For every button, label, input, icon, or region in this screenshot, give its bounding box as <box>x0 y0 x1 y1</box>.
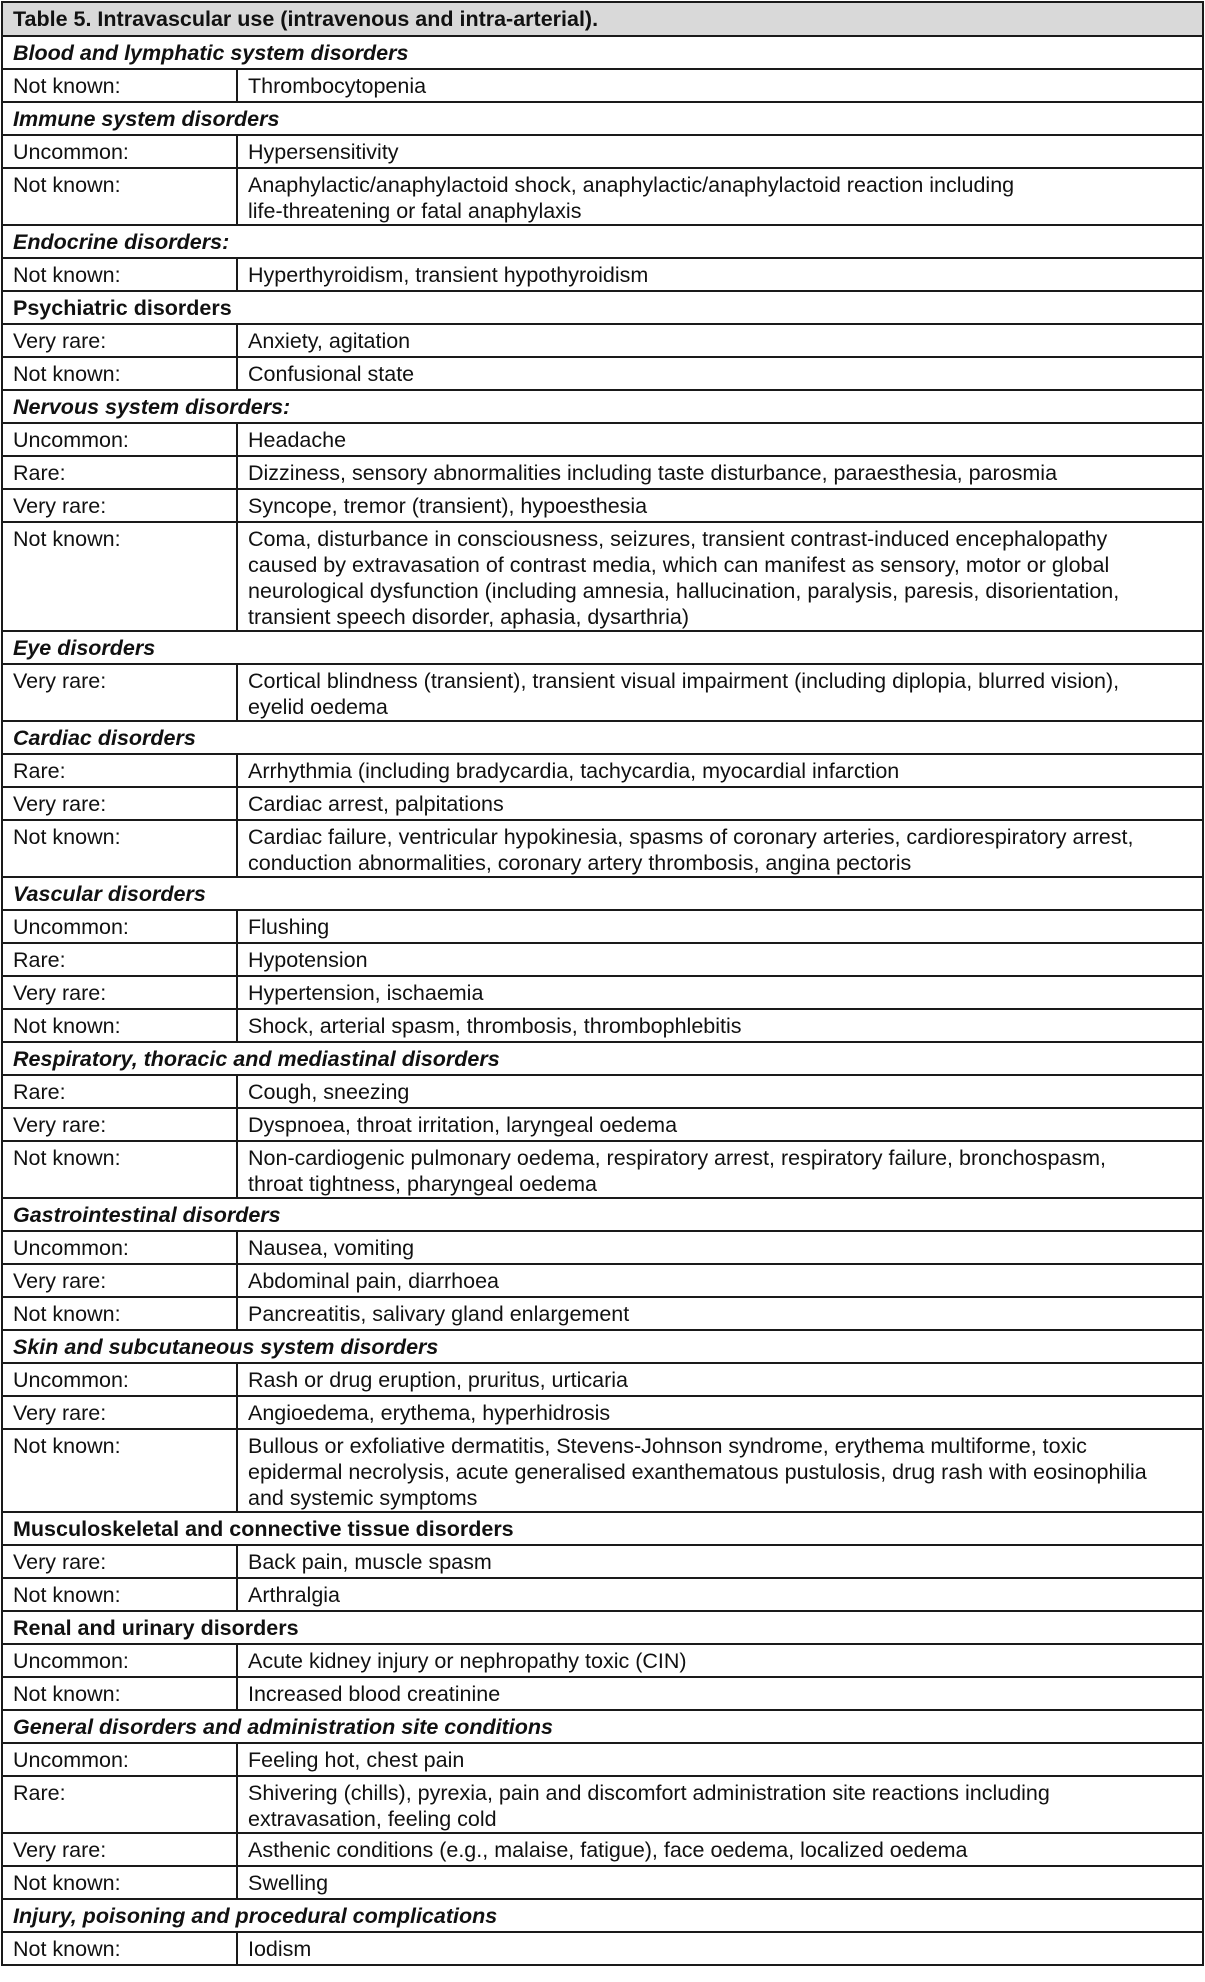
effect-cell <box>237 1578 1203 1611</box>
table-row <box>2 1108 1203 1141</box>
effect-line: Swelling <box>248 1871 329 1895</box>
effect-cell <box>237 357 1203 390</box>
frequency-cell: Not known: <box>2 1866 237 1899</box>
frequency-cell: Not known: <box>2 69 237 102</box>
effect-line: Hypotension <box>248 948 368 972</box>
section-header-row <box>2 390 1203 423</box>
frequency-cell: Rare: <box>2 1776 237 1833</box>
table-row <box>2 943 1203 976</box>
effect-line: Anxiety, agitation <box>248 329 411 353</box>
section-header-row <box>2 721 1203 754</box>
section-title-nervous-system-disorders: Nervous system disorders: <box>2 390 1203 423</box>
effect-cell <box>237 1108 1203 1141</box>
frequency-cell: Rare: <box>2 754 237 787</box>
effect-cell <box>237 1141 1203 1198</box>
effect-cell <box>237 1075 1203 1108</box>
effect-cell <box>237 1644 1203 1677</box>
frequency-cell: Not known: <box>2 522 237 631</box>
effect-line: Feeling hot, chest pain <box>248 1748 465 1772</box>
effect-line: Cardiac failure, ventricular hypokinesia, spasms of coronary arteries, cardiorespiratory arrest, <box>248 825 1134 849</box>
effect-cell <box>237 1009 1203 1042</box>
effect-line: epidermal necrolysis, acute generalised exanthematous pustulosis, drug rash with eosinophilia <box>248 1460 1147 1484</box>
table-caption: Table 5. Intravascular use (intravenous and intra-arterial). <box>2 2 1203 36</box>
table-row <box>2 135 1203 168</box>
effect-cell <box>237 1932 1203 1965</box>
table-row <box>2 1776 1203 1833</box>
table-row <box>2 1231 1203 1264</box>
section-title-blood-and-lymphatic-system-disorders: Blood and lymphatic system disorders <box>2 36 1203 69</box>
effect-cell <box>237 1363 1203 1396</box>
frequency-cell: Not known: <box>2 1578 237 1611</box>
effect-line: Cortical blindness (transient), transient visual impairment (including diplopia, blurred vision), <box>248 669 1120 693</box>
effect-cell <box>237 943 1203 976</box>
table-caption-row <box>2 2 1203 36</box>
table-row <box>2 357 1203 390</box>
table-row <box>2 910 1203 943</box>
section-title-vascular-disorders: Vascular disorders <box>2 877 1203 910</box>
frequency-cell: Rare: <box>2 456 237 489</box>
effect-cell <box>237 664 1203 721</box>
table-row <box>2 1743 1203 1776</box>
section-title-skin-and-subcutaneous-system-disorders: Skin and subcutaneous system disorders <box>2 1330 1203 1363</box>
effect-cell <box>237 324 1203 357</box>
table-row <box>2 1297 1203 1330</box>
section-header-row <box>2 1198 1203 1231</box>
effect-line: Dyspnoea, throat irritation, laryngeal oedema <box>248 1113 678 1137</box>
effect-cell <box>237 1776 1203 1833</box>
effect-line: Hyperthyroidism, transient hypothyroidism <box>248 263 649 287</box>
effect-line: caused by extravasation of contrast media, which can manifest as sensory, motor or global <box>248 553 1110 577</box>
table-row <box>2 522 1203 631</box>
frequency-cell: Not known: <box>2 1009 237 1042</box>
frequency-cell: Uncommon: <box>2 1644 237 1677</box>
frequency-cell: Not known: <box>2 820 237 877</box>
table-row <box>2 168 1203 225</box>
effect-cell <box>237 456 1203 489</box>
section-title-gastrointestinal-disorders: Gastrointestinal disorders <box>2 1198 1203 1231</box>
frequency-cell: Uncommon: <box>2 1363 237 1396</box>
frequency-cell: Rare: <box>2 1075 237 1108</box>
table-row <box>2 324 1203 357</box>
table-row <box>2 1833 1203 1866</box>
effect-cell <box>237 168 1203 225</box>
section-header-row <box>2 1710 1203 1743</box>
table-row <box>2 1141 1203 1198</box>
effect-cell <box>237 1866 1203 1899</box>
section-title-renal-and-urinary-disorders: Renal and urinary disorders <box>2 1611 1203 1644</box>
frequency-cell: Very rare: <box>2 324 237 357</box>
effect-line: Headache <box>248 428 347 452</box>
table-row <box>2 1396 1203 1429</box>
section-title-musculoskeletal-and-connective-tissue-disorders: Musculoskeletal and connective tissue disorders <box>2 1512 1203 1545</box>
table-row <box>2 1866 1203 1899</box>
adverse-reactions-table <box>1 1 1204 1966</box>
section-header-row <box>2 1042 1203 1075</box>
frequency-cell: Very rare: <box>2 489 237 522</box>
table-row <box>2 1578 1203 1611</box>
frequency-cell: Uncommon: <box>2 910 237 943</box>
adverse-reactions-table-container <box>1 1 1202 1966</box>
effect-cell <box>237 1396 1203 1429</box>
section-title-eye-disorders: Eye disorders <box>2 631 1203 664</box>
frequency-cell: Not known: <box>2 1932 237 1965</box>
table-row <box>2 1429 1203 1512</box>
effect-cell <box>237 522 1203 631</box>
table-row <box>2 489 1203 522</box>
frequency-cell: Uncommon: <box>2 135 237 168</box>
effect-cell <box>237 976 1203 1009</box>
effect-cell <box>237 754 1203 787</box>
table-row <box>2 1009 1203 1042</box>
frequency-cell: Very rare: <box>2 1264 237 1297</box>
effect-line: extravasation, feeling cold <box>248 1807 497 1831</box>
effect-line: Arthralgia <box>248 1583 341 1607</box>
effect-line: Hypersensitivity <box>248 140 399 164</box>
frequency-cell: Not known: <box>2 1677 237 1710</box>
section-header-row <box>2 1899 1203 1932</box>
effect-cell <box>237 1429 1203 1512</box>
section-title-psychiatric-disorders: Psychiatric disorders <box>2 291 1203 324</box>
table-row <box>2 1075 1203 1108</box>
effect-line: Non-cardiogenic pulmonary oedema, respiratory arrest, respiratory failure, bronchospasm, <box>248 1146 1106 1170</box>
effect-line: Hypertension, ischaemia <box>248 981 484 1005</box>
table-row <box>2 754 1203 787</box>
section-header-row <box>2 877 1203 910</box>
table-row <box>2 423 1203 456</box>
effect-cell <box>237 135 1203 168</box>
effect-line: Abdominal pain, diarrhoea <box>248 1269 499 1293</box>
effect-line: throat tightness, pharyngeal oedema <box>248 1172 598 1196</box>
effect-line: Syncope, tremor (transient), hypoesthesia <box>248 494 648 518</box>
table-row <box>2 1545 1203 1578</box>
section-title-cardiac-disorders: Cardiac disorders <box>2 721 1203 754</box>
effect-cell <box>237 1545 1203 1578</box>
effect-cell <box>237 69 1203 102</box>
frequency-cell: Not known: <box>2 357 237 390</box>
frequency-cell: Uncommon: <box>2 1743 237 1776</box>
table-row <box>2 69 1203 102</box>
effect-line: Anaphylactic/anaphylactoid shock, anaphylactic/anaphylactoid reaction including <box>248 173 1015 197</box>
effect-line: Angioedema, erythema, hyperhidrosis <box>248 1401 611 1425</box>
section-title-immune-system-disorders: Immune system disorders <box>2 102 1203 135</box>
section-header-row <box>2 1330 1203 1363</box>
table-row <box>2 976 1203 1009</box>
effect-line: Nausea, vomiting <box>248 1236 415 1260</box>
effect-line: eyelid oedema <box>248 695 388 719</box>
section-header-row <box>2 291 1203 324</box>
table-row <box>2 1932 1203 1965</box>
table-row <box>2 258 1203 291</box>
effect-cell <box>237 1231 1203 1264</box>
frequency-cell: Not known: <box>2 258 237 291</box>
effect-cell <box>237 1743 1203 1776</box>
frequency-cell: Not known: <box>2 1141 237 1198</box>
effect-line: Coma, disturbance in consciousness, seizures, transient contrast-induced encephalopathy <box>248 527 1108 551</box>
effect-line: Rash or drug eruption, pruritus, urticaria <box>248 1368 629 1392</box>
frequency-cell: Uncommon: <box>2 1231 237 1264</box>
frequency-cell: Very rare: <box>2 976 237 1009</box>
frequency-cell: Very rare: <box>2 1108 237 1141</box>
effect-line: transient speech disorder, aphasia, dysarthria) <box>248 605 689 629</box>
section-title-injury-poisoning-and-procedural-complications: Injury, poisoning and procedural complications <box>2 1899 1203 1932</box>
section-header-row <box>2 631 1203 664</box>
section-header-row <box>2 225 1203 258</box>
effect-cell <box>237 787 1203 820</box>
effect-cell <box>237 489 1203 522</box>
effect-cell <box>237 1833 1203 1866</box>
table-row <box>2 787 1203 820</box>
effect-line: Bullous or exfoliative dermatitis, Stevens-Johnson syndrome, erythema multiforme, toxic <box>248 1434 1087 1458</box>
effect-cell <box>237 820 1203 877</box>
table-row <box>2 1644 1203 1677</box>
effect-line: Cough, sneezing <box>248 1080 410 1104</box>
frequency-cell: Rare: <box>2 943 237 976</box>
table-row <box>2 664 1203 721</box>
frequency-cell: Very rare: <box>2 1545 237 1578</box>
frequency-cell: Not known: <box>2 1429 237 1512</box>
effect-line: conduction abnormalities, coronary artery thrombosis, angina pectoris <box>248 851 912 875</box>
effect-line: Iodism <box>248 1937 312 1961</box>
section-header-row <box>2 36 1203 69</box>
table-row <box>2 1264 1203 1297</box>
effect-line: Thrombocytopenia <box>248 74 427 98</box>
effect-cell <box>237 1297 1203 1330</box>
frequency-cell: Not known: <box>2 1297 237 1330</box>
effect-cell <box>237 1677 1203 1710</box>
effect-cell <box>237 258 1203 291</box>
table-row <box>2 456 1203 489</box>
effect-line: Cardiac arrest, palpitations <box>248 792 504 816</box>
section-header-row <box>2 1512 1203 1545</box>
effect-line: Acute kidney injury or nephropathy toxic (CIN) <box>248 1649 687 1673</box>
effect-cell <box>237 423 1203 456</box>
table-row <box>2 1677 1203 1710</box>
frequency-cell: Not known: <box>2 168 237 225</box>
section-header-row <box>2 102 1203 135</box>
effect-line: Asthenic conditions (e.g., malaise, fatigue), face oedema, localized oedema <box>248 1838 968 1862</box>
effect-line: Arrhythmia (including bradycardia, tachycardia, myocardial infarction <box>248 759 900 783</box>
section-header-row <box>2 1611 1203 1644</box>
effect-line: Pancreatitis, salivary gland enlargement <box>248 1302 630 1326</box>
effect-line: Increased blood creatinine <box>248 1682 501 1706</box>
effect-cell <box>237 910 1203 943</box>
effect-line: neurological dysfunction (including amnesia, hallucination, paralysis, paresis, disorientation, <box>248 579 1120 603</box>
frequency-cell: Uncommon: <box>2 423 237 456</box>
frequency-cell: Very rare: <box>2 1396 237 1429</box>
frequency-cell: Very rare: <box>2 664 237 721</box>
frequency-cell: Very rare: <box>2 787 237 820</box>
effect-line: Dizziness, sensory abnormalities including taste disturbance, paraesthesia, parosmia <box>248 461 1058 485</box>
effect-line: Shock, arterial spasm, thrombosis, thrombophlebitis <box>248 1014 742 1038</box>
section-title-endocrine-disorders: Endocrine disorders: <box>2 225 1203 258</box>
effect-line: Flushing <box>248 915 330 939</box>
section-title-respiratory-thoracic-and-mediastinal-disorders: Respiratory, thoracic and mediastinal disorders <box>2 1042 1203 1075</box>
table-row <box>2 1363 1203 1396</box>
table-row <box>2 820 1203 877</box>
effect-line: Confusional state <box>248 362 415 386</box>
section-title-general-disorders-and-administration-site-conditions: General disorders and administration site conditions <box>2 1710 1203 1743</box>
frequency-cell: Very rare: <box>2 1833 237 1866</box>
effect-line: life-threatening or fatal anaphylaxis <box>248 199 582 223</box>
effect-cell <box>237 1264 1203 1297</box>
effect-line: and systemic symptoms <box>248 1486 478 1510</box>
effect-line: Back pain, muscle spasm <box>248 1550 492 1574</box>
effect-line: Shivering (chills), pyrexia, pain and discomfort administration site reactions including <box>248 1781 1050 1805</box>
